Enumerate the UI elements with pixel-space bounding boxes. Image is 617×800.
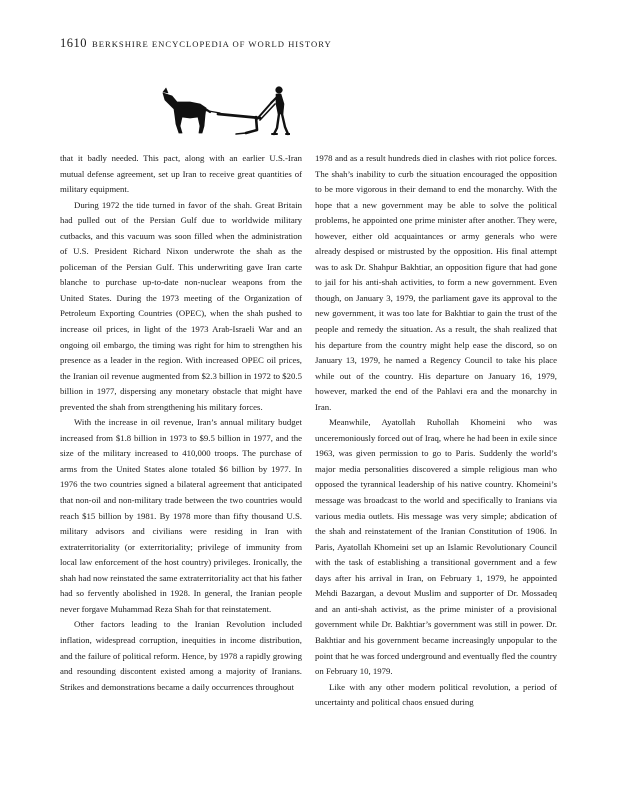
horse-drawn-plow-icon	[160, 84, 290, 140]
paragraph: With the increase in oil revenue, Iran’s annual military budget increased from $1.8 billion in 1973 to $9.5 billion in 1977, and the size of the military increased to 410,000 troops. The purchase of arms from the United States alone totaled $6 billion by 1977. In 1976 the two countries signed a bilateral agreement that anticipated that non-oil and non-military trade between the two countries would reach $15 billion by 1981. By 1978 more than fifty thousand U.S. military advisors and civilians were residing in Iran with extraterritoriality (or exterritoriality; privilege of immunity from local law enforcement of the host country) privileges. Ironically, the shah had now reinstated the same extraterritoriality act that his father had so fervently abolished in 1928. In general, the Iranian people never forgave Muhammad Reza Shah for that reinstatement.	[60, 417, 302, 614]
right-column	[315, 151, 557, 711]
page-number: 1610	[60, 36, 87, 50]
paragraph: Other factors leading to the Iranian Revolution included inflation, widespread corruption, inequities in income distribution, and the failure of political reform. Hence, by 1978 a rapidly growing and resounding discontent existed among a majority of Iranians. Strikes and demonstrations became a daily occurrences throughout	[60, 619, 302, 692]
book-title: BERKSHIRE ENCYCLOPEDIA OF WORLD HISTORY	[92, 39, 332, 49]
paragraph: that it badly needed. This pact, along with an earlier U.S.-Iran mutual defense agreement, set up Iran to receive great quantities of military equipment.	[60, 153, 302, 195]
paragraph: 1978 and as a result hundreds died in clashes with riot police forces. The shah’s inability to curb the situation encouraged the opposition to be more vigorous in their demand to end the monarchy. With the hope that a new government may be able to solve the political problems, he appointed one prime minister after another. They were, however, either old acquaintances or army generals who were already despised or mistrusted by the opposition. His final attempt was to ask Dr. Shahpur Bakhtiar, an opposition figure that had gone to jail for his anti-shah activities, to form a new government. Even though, on January 3, 1979, the parliament gave its approval to the new government, it was too late for Bakhtiar to gain the trust of the people and remedy the situation. As a result, the shah realized that his departure from the country might help ease the discord, so on January 13, 1979, he named a Regency Council to take his place while out of the country. His departure on January 16, 1979, however, marked the end of the Pahlavi era and the monarchy in Iran.	[315, 153, 557, 412]
paragraph: Like with any other modern political revolution, a period of uncertainty and political chaos ensued during	[315, 681, 557, 708]
paragraph: During 1972 the tide turned in favor of the shah. Great Britain had pulled out of the Persian Gulf due to worldwide military cutbacks, and this vacuum was soon filled when the administration of U.S. President Richard Nixon underwrote the shah as the policeman of the Persian Gulf. This underwriting gave Iran carte blanche to purchase up-to-date non-nuclear weapons from the United States. During the 1973 meeting of the Organization of Petroleum Exporting Countries (OPEC), when the shah pushed to increase oil prices, in light of the 1973 Arab-Israeli War and an ongoing oil embargo, the timing was right for him to strengthen his presence as a leader in the region. With increased OPEC oil prices, the Iranian oil revenue augmented from $2.3 billion in 1972 to $20.5 billion in 1977, dispersing any monetary obstacle that might have prevented the shah from strengthening his military forces.	[60, 199, 302, 412]
left-column	[60, 151, 302, 695]
paragraph: Meanwhile, Ayatollah Ruhollah Khomeini who was unceremoniously forced out of Iraq, where he had been in exile since 1963, was given permission to go to Paris. Suddenly the world’s major media personalities discovered a simple religious man who opposed the tyrannical leadership of his native country. Khomeini’s message was broadcast to the world and specifically to Iranians via various media outlets. His message was very simple; abdication of the shah and reinstatement of the Iranian Constitution of 1906. In Paris, Ayatollah Khomeini set up an Islamic Revolutionary Council with the task of establishing a transitional government and a few days after his arrival in Iran, on February 1, 1979, he appointed Mehdi Bazargan, a devout Muslim and supporter of Dr. Mossadeq and an anti-shah activist, as the prime minister of a provisional government while Dr. Bakhtiar’s government was still in power. Dr. Bakhtiar and his government became increasingly unpopular to the point that he was forced underground and eventually fled the country on February 10, 1979.	[315, 417, 557, 677]
running-header	[60, 36, 332, 51]
